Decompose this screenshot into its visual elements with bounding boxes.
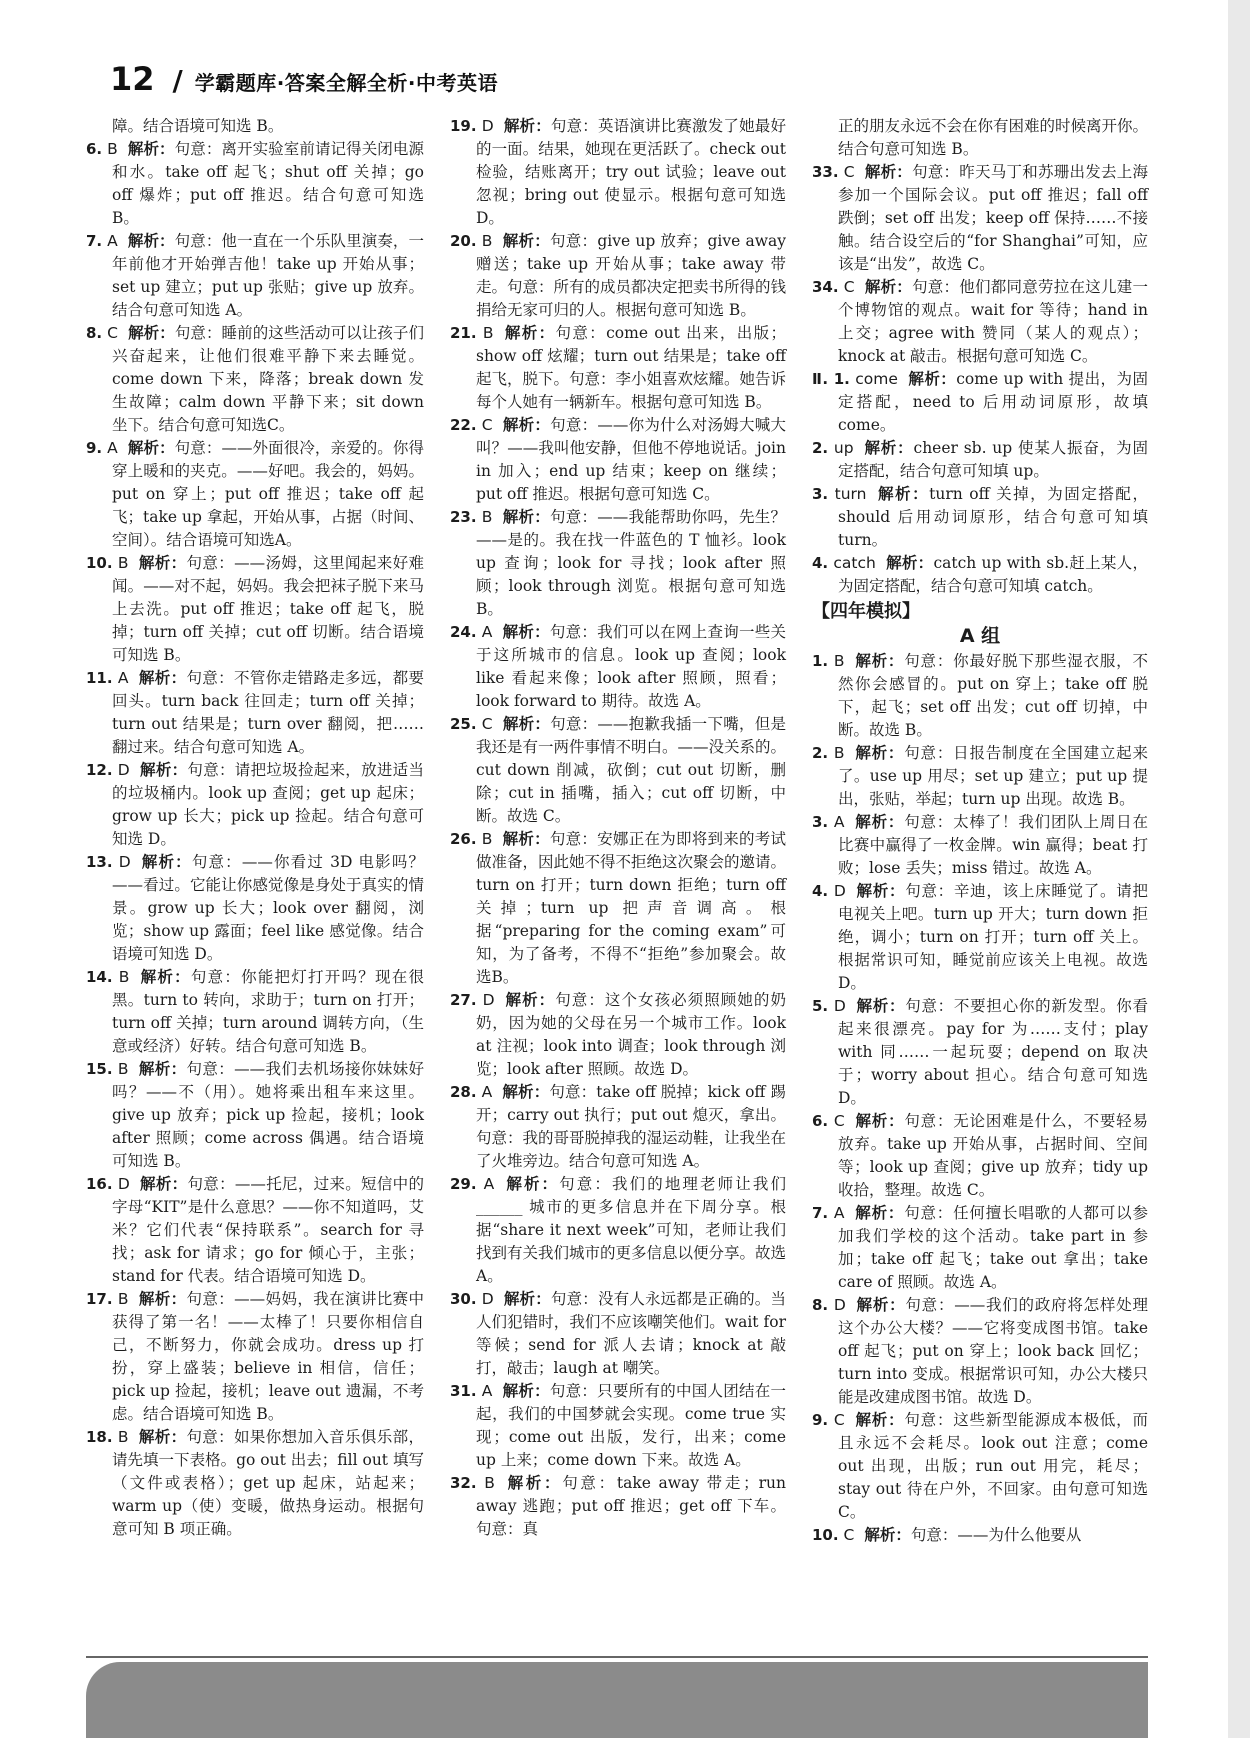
answer-entry xyxy=(450,1472,786,1541)
explanation-label: 解析： xyxy=(502,1382,550,1400)
answer-choice: D xyxy=(482,991,495,1009)
question-number: 6. xyxy=(86,140,103,158)
question-number: 20. xyxy=(450,232,477,250)
question-number: 8. xyxy=(812,1296,829,1314)
answer-entry xyxy=(86,1173,424,1288)
answer-choice: A xyxy=(481,623,493,641)
answer-choice: A xyxy=(483,1175,495,1193)
question-number: 21. xyxy=(450,324,477,342)
explanation-label: 解析： xyxy=(855,882,906,900)
explanation-text: 句意：——我能帮助你吗，先生？——是的。我在找一件蓝色的 T 恤衫。look up 查询；look for 寻找；look after 照顾；look through 浏览。根据句意可知选 B。 xyxy=(476,508,786,618)
answer-entry xyxy=(812,437,1148,483)
explanation-text: 句意：英语演讲比赛激发了她最好的一面。结果，她现在更活跃了。check out 检验，结账离开；try out 试验；leave out 忽视；bring out 使显示。根据句意可知选 D。 xyxy=(476,117,786,227)
explanation-text: 句意：辛迪，该上床睡觉了。请把电视关上吧。turn up 开大；turn down 拒绝，调小；turn on 打开；turn off 关上。根据常识可知，睡觉前应该关上电视。故选 D。 xyxy=(838,882,1148,992)
answer-entry xyxy=(86,759,424,851)
answer-entry xyxy=(450,322,786,414)
answer-choice: C xyxy=(481,715,493,733)
answer-choice: B xyxy=(117,1290,129,1308)
explanation-label: 解析： xyxy=(139,1175,188,1193)
explanation-label: 解析： xyxy=(127,324,175,342)
explanation-label: 解析： xyxy=(502,623,550,641)
explanation-text: 句意：请把垃圾捡起来，放进适当的垃圾桶内。look up 查阅；get up 起床；grow up 长大；pick up 捡起。结合句意可知选 D。 xyxy=(112,761,424,848)
answer-entry xyxy=(86,138,424,230)
explanation-text: 句意：太棒了！我们团队上周日在比赛中赢得了一枚金牌。win 赢得；beat 打败；lose 丢失；miss 错过。故选 A。 xyxy=(838,813,1148,877)
explanation-text: 句意：这些新型能源成本极低，而且永远不会耗尽。look out 注意；come out 出现，出版；run out 用完，耗尽；stay out 待在户外，不回家。由句意可知选 C。 xyxy=(838,1411,1148,1521)
question-number: 31. xyxy=(450,1382,477,1400)
explanation-text: 句意：——汤姆，这里闻起来好难闻。——对不起，妈妈。我会把袜子脱下来马上去洗。put off 推迟；take off 起飞，脱掉；turn off 关掉；cut off 切断。结合语境可知选 B。 xyxy=(112,554,424,664)
question-number: 24. xyxy=(450,623,477,641)
question-number: 22. xyxy=(450,416,477,434)
answer-choice: A xyxy=(481,1382,493,1400)
answer-entry xyxy=(812,368,1148,437)
book-title: 学霸题库·答案全解全析·中考英语 xyxy=(194,71,498,95)
answer-entry xyxy=(86,1288,424,1426)
answer-choice: D xyxy=(117,1175,130,1193)
answer-entry xyxy=(86,667,424,759)
answer-choice: C xyxy=(843,278,855,296)
explanation-label: 解析： xyxy=(854,1112,905,1130)
answer-choice: A xyxy=(107,439,118,457)
explanation-label: 解析： xyxy=(127,140,175,158)
explanation-label: 解析： xyxy=(503,324,556,342)
answer-choice: B xyxy=(117,1428,129,1446)
column-right xyxy=(812,115,1148,1547)
answer-choice: B xyxy=(481,232,493,250)
answer-choice: A xyxy=(833,1204,845,1222)
explanation-text: 句意：take away 带走；run away 逃跑；put off 推迟；get off 下车。句意：真 xyxy=(476,1474,786,1538)
explanation-text: 句意：如果你想加入音乐俱乐部，请先填一下表格。go out 出去；fill out 填写（文件或表格）；get up 起床，站起来；warm up（使）变暖，做热身运动。根据句意可知 B 项正确。 xyxy=(112,1428,424,1538)
explanation-label: 解析： xyxy=(504,991,556,1009)
entry-continuation xyxy=(86,115,424,138)
answer-choice: B xyxy=(482,324,494,342)
answer-entry xyxy=(86,322,424,437)
explanation-label: 解析： xyxy=(139,968,191,986)
section-heading: 【四年模拟】 xyxy=(812,601,920,622)
question-number: 2. xyxy=(812,744,829,762)
explanation-text: 句意：你最好脱下那些湿衣服，不然你会感冒的。put on 穿上；take off 脱下，起飞；set off 出发；cut off 切掉，中断。故选 B。 xyxy=(838,652,1148,739)
answer-entry xyxy=(450,989,786,1081)
question-number: 8. xyxy=(86,324,103,342)
question-number: 27. xyxy=(450,991,477,1009)
explanation-label: 解析： xyxy=(502,1083,550,1101)
explanation-label: 解析： xyxy=(138,1290,187,1308)
question-number: 4. xyxy=(812,554,829,572)
explanation-label: 解析： xyxy=(502,830,550,848)
answer-choice: A xyxy=(481,1083,493,1101)
answer-choice: up xyxy=(833,439,854,457)
answer-entry xyxy=(812,650,1148,742)
answer-entry xyxy=(812,161,1148,276)
question-number: 10. xyxy=(812,1526,839,1544)
answer-entry xyxy=(450,506,786,621)
explanation-text: 句意：give up 放弃；give away 赠送；take up 开始从事；take away 带走。句意：所有的成员都决定把卖书所得的钱捐给无家可归的人。根据句意可知选 B。 xyxy=(476,232,787,319)
explanation-text: 句意：日报告制度在全国建立起来了。use up 用尽；set up 建立；put up 提出，张贴，举起；turn up 出现。故选 B。 xyxy=(838,744,1148,808)
explanation-text: 句意：安娜正在为即将到来的考试做准备，因此她不得不拒绝这次聚会的邀请。turn on 打开；turn down 拒绝；turn off 关掉；turn up 把声音调高。根据“preparing for the coming exam”可知，为了备考，不得不“拒绝”参加聚会。故选B。 xyxy=(476,830,787,986)
question-number: 18. xyxy=(86,1428,113,1446)
question-number: 7. xyxy=(812,1204,829,1222)
answer-entry xyxy=(812,1110,1148,1202)
explanation-text: 句意：你能把灯打开吗？现在很黑。turn to 转向，求助于；turn on 打开；turn off 关掉；turn around 调转方向，（生意或经济）好转。结合句意可知选 B。 xyxy=(112,968,424,1055)
explanation-label: 解析： xyxy=(502,508,550,526)
answer-entry xyxy=(812,276,1148,368)
question-number: 29. xyxy=(450,1175,477,1193)
question-number: 10. xyxy=(86,554,113,572)
column-middle xyxy=(450,115,786,1541)
explanation-label: 解析： xyxy=(503,117,551,135)
answer-entry xyxy=(812,995,1148,1110)
explanation-text: come up with 提出，为固定搭配，need to 后用动词原形，故填 come。 xyxy=(838,370,1148,434)
answer-entry xyxy=(812,1409,1148,1524)
answer-entry xyxy=(812,1202,1148,1294)
answer-choice: A xyxy=(833,813,845,831)
explanation-label: 解析： xyxy=(907,370,957,388)
explanation-label: 解析： xyxy=(503,1290,551,1308)
question-number: 34. xyxy=(812,278,839,296)
answer-entry xyxy=(812,552,1148,598)
explanation-label: 解析： xyxy=(864,163,913,181)
answer-choice: C xyxy=(843,1526,855,1544)
answer-choice: B xyxy=(833,652,845,670)
answer-entry xyxy=(86,966,424,1058)
question-number: 25. xyxy=(450,715,477,733)
explanation-text: 句意：——外面很冷，亲爱的。你得穿上暖和的夹克。——好吧。我会的，妈妈。put on 穿上；put off 推迟；take off 起飞；take up 拿起，开始从事，占据（时间、空间）。结合语境可知选A。 xyxy=(112,439,424,549)
answer-choice: A xyxy=(117,669,129,687)
question-number: 19. xyxy=(450,117,477,135)
explanation-text: 句意：——我们去机场接你妹妹好吗？——不（用）。她将乘出租车来这里。give up 放弃；pick up 捡起，接机；look after 照顾；come across 偶遇。结合语境可知选 B。 xyxy=(112,1060,424,1170)
question-number: 11. xyxy=(86,669,113,687)
explanation-text: 正的朋友永远不会在你有困难的时候离开你。结合句意可知选 B。 xyxy=(838,117,1149,158)
explanation-text: 句意：不管你走错路走多远，都要回头。turn back 往回走；turn off 关掉；turn out 结果是；turn over 翻阅，把……翻过来。结合句意可知选 A。 xyxy=(112,669,424,756)
explanation-text: 句意：他一直在一个乐队里演奏，一年前他才开始弹吉他！take up 开始从事；set up 建立；put up 张贴；give up 放弃。结合句意可知选 A。 xyxy=(112,232,424,319)
explanation-text: 句意：——托尼，过来。短信中的字母“KIT”是什么意思？——你不知道吗，艾米？它们代表“保持联系”。search for 寻找；ask for 请求；go for 倾心于，主张；stand for 代表。结合语境可知选 D。 xyxy=(112,1175,424,1285)
answer-choice: C xyxy=(843,163,855,181)
question-number: 3. xyxy=(812,485,829,503)
column-left xyxy=(86,115,424,1541)
explanation-label: 解析： xyxy=(504,1175,560,1193)
answer-choice: D xyxy=(117,761,130,779)
explanation-label: 解析： xyxy=(138,554,187,572)
question-number: 26. xyxy=(450,830,477,848)
explanation-text: 句意：——你为什么对汤姆大喊大叫？——我叫他安静，但他不停地说话。join in 加入；end up 结束；keep on 继续；put off 推迟。根据句意可知选 C。 xyxy=(476,416,786,503)
answer-entry xyxy=(450,1288,786,1380)
page-header xyxy=(110,60,498,104)
answer-choice: D xyxy=(481,1290,494,1308)
answer-choice: D xyxy=(118,853,131,871)
answer-choice: D xyxy=(481,117,494,135)
explanation-text: 句意：——妈妈，我在演讲比赛中获得了第一名！——太棒了！只要你相信自己，不断努力，你就会成功。dress up 打扮，穿上盛装；believe in 相信，信任；pick up 捡起，接机；leave out 遗漏，不考虑。结合语境可知选 B。 xyxy=(112,1290,424,1423)
explanation-text: 句意：我们可以在网上查询一些关于这所城市的信息。look up 查阅；look like 看起来像；look after 照顾，照看；look forward to 期待。故选 A。 xyxy=(476,623,786,710)
explanation-text: 句意：没有人永远都是正确的。当人们犯错时，我们不应该嘲笑他们。wait for 等候；send for 派人去请；knock at 敲打，敲击；laugh at 嘲笑。 xyxy=(476,1290,786,1377)
answer-choice: B xyxy=(107,140,118,158)
answer-choice: D xyxy=(833,1296,846,1314)
footer-rule xyxy=(86,1656,1148,1658)
explanation-label: 解析： xyxy=(864,278,913,296)
explanation-label: 解析： xyxy=(854,652,905,670)
explanation-text: 句意：——你看过 3D 电影吗？——看过。它能让你感觉像是身处于真实的情景。grow up 长大；look over 翻阅，浏览；show up 露面；feel like 感觉像。结合语境可知选 D。 xyxy=(112,853,424,963)
answer-choice: A xyxy=(107,232,118,250)
answer-choice: C xyxy=(107,324,118,342)
explanation-label: 解析： xyxy=(854,1411,905,1429)
explanation-text: 句意：——抱歉我插一下嘴，但是我还是有一两件事情不明白。——没关系的。cut down 削减，砍倒；cut out 切断，删除；cut in 插嘴，插入；cut off 切断，中断。故选 C。 xyxy=(476,715,787,825)
explanation-text: cheer sb. up 使某人振奋，为固定搭配，结合句意可知填 up。 xyxy=(838,439,1148,480)
explanation-text: turn off 关掉，为固定搭配，should 后用动词原形，结合句意可知填 turn。 xyxy=(838,485,1148,549)
explanation-text: 句意：这个女孩必须照顾她的奶奶，因为她的父母在另一个城市工作。look at 注视；look into 调查；look through 浏览；look after 照顾。故选 D。 xyxy=(476,991,786,1078)
explanation-text: 障。结合语境可知选 B。 xyxy=(112,117,284,135)
answer-choice: B xyxy=(481,508,493,526)
answer-entry xyxy=(86,1426,424,1541)
explanation-text: 句意：昨天马丁和苏珊出发去上海参加一个国际会议。put off 推迟；fall off 跌倒；set off 出发；keep off 保持……不接触。结合设空后的“for Shanghai”可知，应该是“出发”，故选 C。 xyxy=(838,163,1148,273)
answer-entry xyxy=(450,414,786,506)
explanation-text: 句意：come out 出来，出版；show off 炫耀；turn out 结果是；take off 起飞，脱下。句意：李小姐喜欢炫耀。她告诉每个人她有一辆新车。根据句意可知选 B。 xyxy=(476,324,787,411)
question-number: 32. xyxy=(450,1474,477,1492)
explanation-text: 句意：take off 脱掉；kick off 踢开；carry out 执行；put out 熄灭，拿出。句意：我的哥哥脱掉我的湿运动鞋，让我坐在了火堆旁边。结合句意可知选 A。 xyxy=(476,1083,787,1170)
answer-entry xyxy=(812,811,1148,880)
explanation-text: 句意：离开实验室前请记得关闭电源和水。take off 起飞；shut off 关掉；go off 爆炸；put off 推迟。结合句意可知选 B。 xyxy=(112,140,424,227)
question-number: Ⅱ. 1. xyxy=(812,370,850,388)
answer-entry xyxy=(450,621,786,713)
answer-entry xyxy=(86,851,424,966)
question-number: 30. xyxy=(450,1290,477,1308)
question-number: 13. xyxy=(86,853,113,871)
entry-continuation xyxy=(812,115,1148,161)
explanation-label: 解析： xyxy=(864,1526,911,1544)
explanation-label: 解析： xyxy=(140,853,192,871)
answer-entry xyxy=(450,115,786,230)
answer-choice: B xyxy=(118,968,130,986)
answer-choice: B xyxy=(484,1474,495,1492)
explanation-label: 解析： xyxy=(138,669,187,687)
answer-choice: D xyxy=(833,882,846,900)
answer-entry xyxy=(450,828,786,989)
explanation-text: 句意：睡前的这些活动可以让孩子们兴奋起来，让他们很难平静下来去睡觉。come down 下来，降落；break down 发生故障；calm down 平静下来；sit down 坐下。结合句意可知选C。 xyxy=(112,324,424,434)
answer-choice: B xyxy=(833,744,845,762)
explanation-text: 句意：无论困难是什么，不要轻易放弃。take up 开始从事，占据时间、空间等；look up 查阅；give up 放弃；tidy up 收拾，整理。故选 C。 xyxy=(838,1112,1148,1199)
group-heading: A 组 xyxy=(959,625,1001,647)
question-number: 6. xyxy=(812,1112,829,1130)
explanation-label: 解析： xyxy=(139,761,188,779)
explanation-text: 句意：我们的地理老师让我们 ______ 城市的更多信息并在下周分享。根据“share it next week”可知，老师让我们找到有关我们城市的更多信息以便分享。故选 A。 xyxy=(476,1175,787,1285)
answer-choice: turn xyxy=(834,485,867,503)
question-number: 9. xyxy=(86,439,103,457)
question-number: 5. xyxy=(812,997,829,1015)
answer-entry xyxy=(812,880,1148,995)
question-number: 33. xyxy=(812,163,839,181)
explanation-label: 解析： xyxy=(127,232,175,250)
question-number: 4. xyxy=(812,882,829,900)
answer-entry xyxy=(450,230,786,322)
answer-entry xyxy=(86,1058,424,1173)
explanation-text: 句意：——为什么他要从 xyxy=(910,1526,1082,1544)
answer-entry xyxy=(450,1081,786,1173)
explanation-label: 解析： xyxy=(504,1474,563,1492)
explanation-label: 解析： xyxy=(502,715,551,733)
answer-entry xyxy=(450,1173,786,1288)
explanation-label: 解析： xyxy=(855,1296,906,1314)
answer-entry xyxy=(86,230,424,322)
explanation-label: 解析： xyxy=(885,554,934,572)
explanation-text: 句意：不要担心你的新发型。你看起来很漂亮。pay for 为……支付；play with 同……一起玩耍；depend on 取决于；worry about 担心。结合句意可知选 D。 xyxy=(838,997,1148,1107)
answer-choice: B xyxy=(117,554,129,572)
page-number: 12 xyxy=(110,60,155,98)
answer-entry xyxy=(86,437,424,552)
answer-choice: catch xyxy=(833,554,876,572)
explanation-text: 句意：他们都同意劳拉在这儿建一个博物馆的观点。wait for 等待；hand in 上交；agree with 赞同（某人的观点）；knock at 敲击。根据句意可知选 C。 xyxy=(838,278,1148,365)
explanation-label: 解析： xyxy=(138,1060,187,1078)
explanation-label: 解析： xyxy=(863,439,914,457)
question-number: 14. xyxy=(86,968,113,986)
explanation-text: 句意：任何擅长唱歌的人都可以参加我们学校的这个活动。take part in 参加；take off 起飞；take out 拿出；take care of 照顾。故选 A。 xyxy=(838,1204,1148,1291)
answer-choice: C xyxy=(833,1411,845,1429)
explanation-label: 解析： xyxy=(854,813,905,831)
answer-entry xyxy=(450,713,786,828)
answer-choice: D xyxy=(833,997,846,1015)
question-number: 15. xyxy=(86,1060,113,1078)
question-number: 3. xyxy=(812,813,829,831)
answer-choice: B xyxy=(117,1060,129,1078)
answer-choice: B xyxy=(481,830,493,848)
question-number: 2. xyxy=(812,439,829,457)
question-number: 17. xyxy=(86,1290,113,1308)
explanation-label: 解析： xyxy=(876,485,930,503)
page-edge xyxy=(1228,0,1250,1738)
answer-choice: C xyxy=(833,1112,845,1130)
explanation-label: 解析： xyxy=(854,744,905,762)
explanation-label: 解析： xyxy=(138,1428,187,1446)
answer-choice: C xyxy=(481,416,493,434)
question-number: 28. xyxy=(450,1083,477,1101)
header-slash: / xyxy=(172,64,183,97)
explanation-label: 解析： xyxy=(854,1204,905,1222)
explanation-label: 解析： xyxy=(502,416,551,434)
explanation-text: catch up with sb.赶上某人，为固定搭配，结合句意可知填 catch。 xyxy=(838,554,1148,595)
footer-bar xyxy=(86,1662,1148,1738)
answer-entry xyxy=(812,742,1148,811)
explanation-label: 解析： xyxy=(855,997,906,1015)
explanation-text: 句意：只要所有的中国人团结在一起，我们的中国梦就会实现。come true 实现；come out 出版，发行，出来；come up 上来；come down 下来。故选 A。 xyxy=(476,1382,786,1469)
explanation-label: 解析： xyxy=(127,439,175,457)
question-number: 23. xyxy=(450,508,477,526)
answer-entry xyxy=(812,1524,1148,1547)
question-number: 12. xyxy=(86,761,113,779)
answer-entry xyxy=(450,1380,786,1472)
answer-choice: come xyxy=(855,370,898,388)
explanation-label: 解析： xyxy=(502,232,551,250)
explanation-text: 句意：——我们的政府将怎样处理这个办公大楼？——它将变成图书馆。take off 起飞；put on 穿上；look back 回忆；turn into 变成。根据常识可知，办公大楼只能是改建成图书馆。故选 D。 xyxy=(838,1296,1148,1406)
question-number: 16. xyxy=(86,1175,113,1193)
question-number: 7. xyxy=(86,232,103,250)
question-number: 1. xyxy=(812,652,829,670)
answer-entry xyxy=(86,552,424,667)
answer-entry xyxy=(812,1294,1148,1409)
question-number: 9. xyxy=(812,1411,829,1429)
answer-entry xyxy=(812,483,1148,552)
